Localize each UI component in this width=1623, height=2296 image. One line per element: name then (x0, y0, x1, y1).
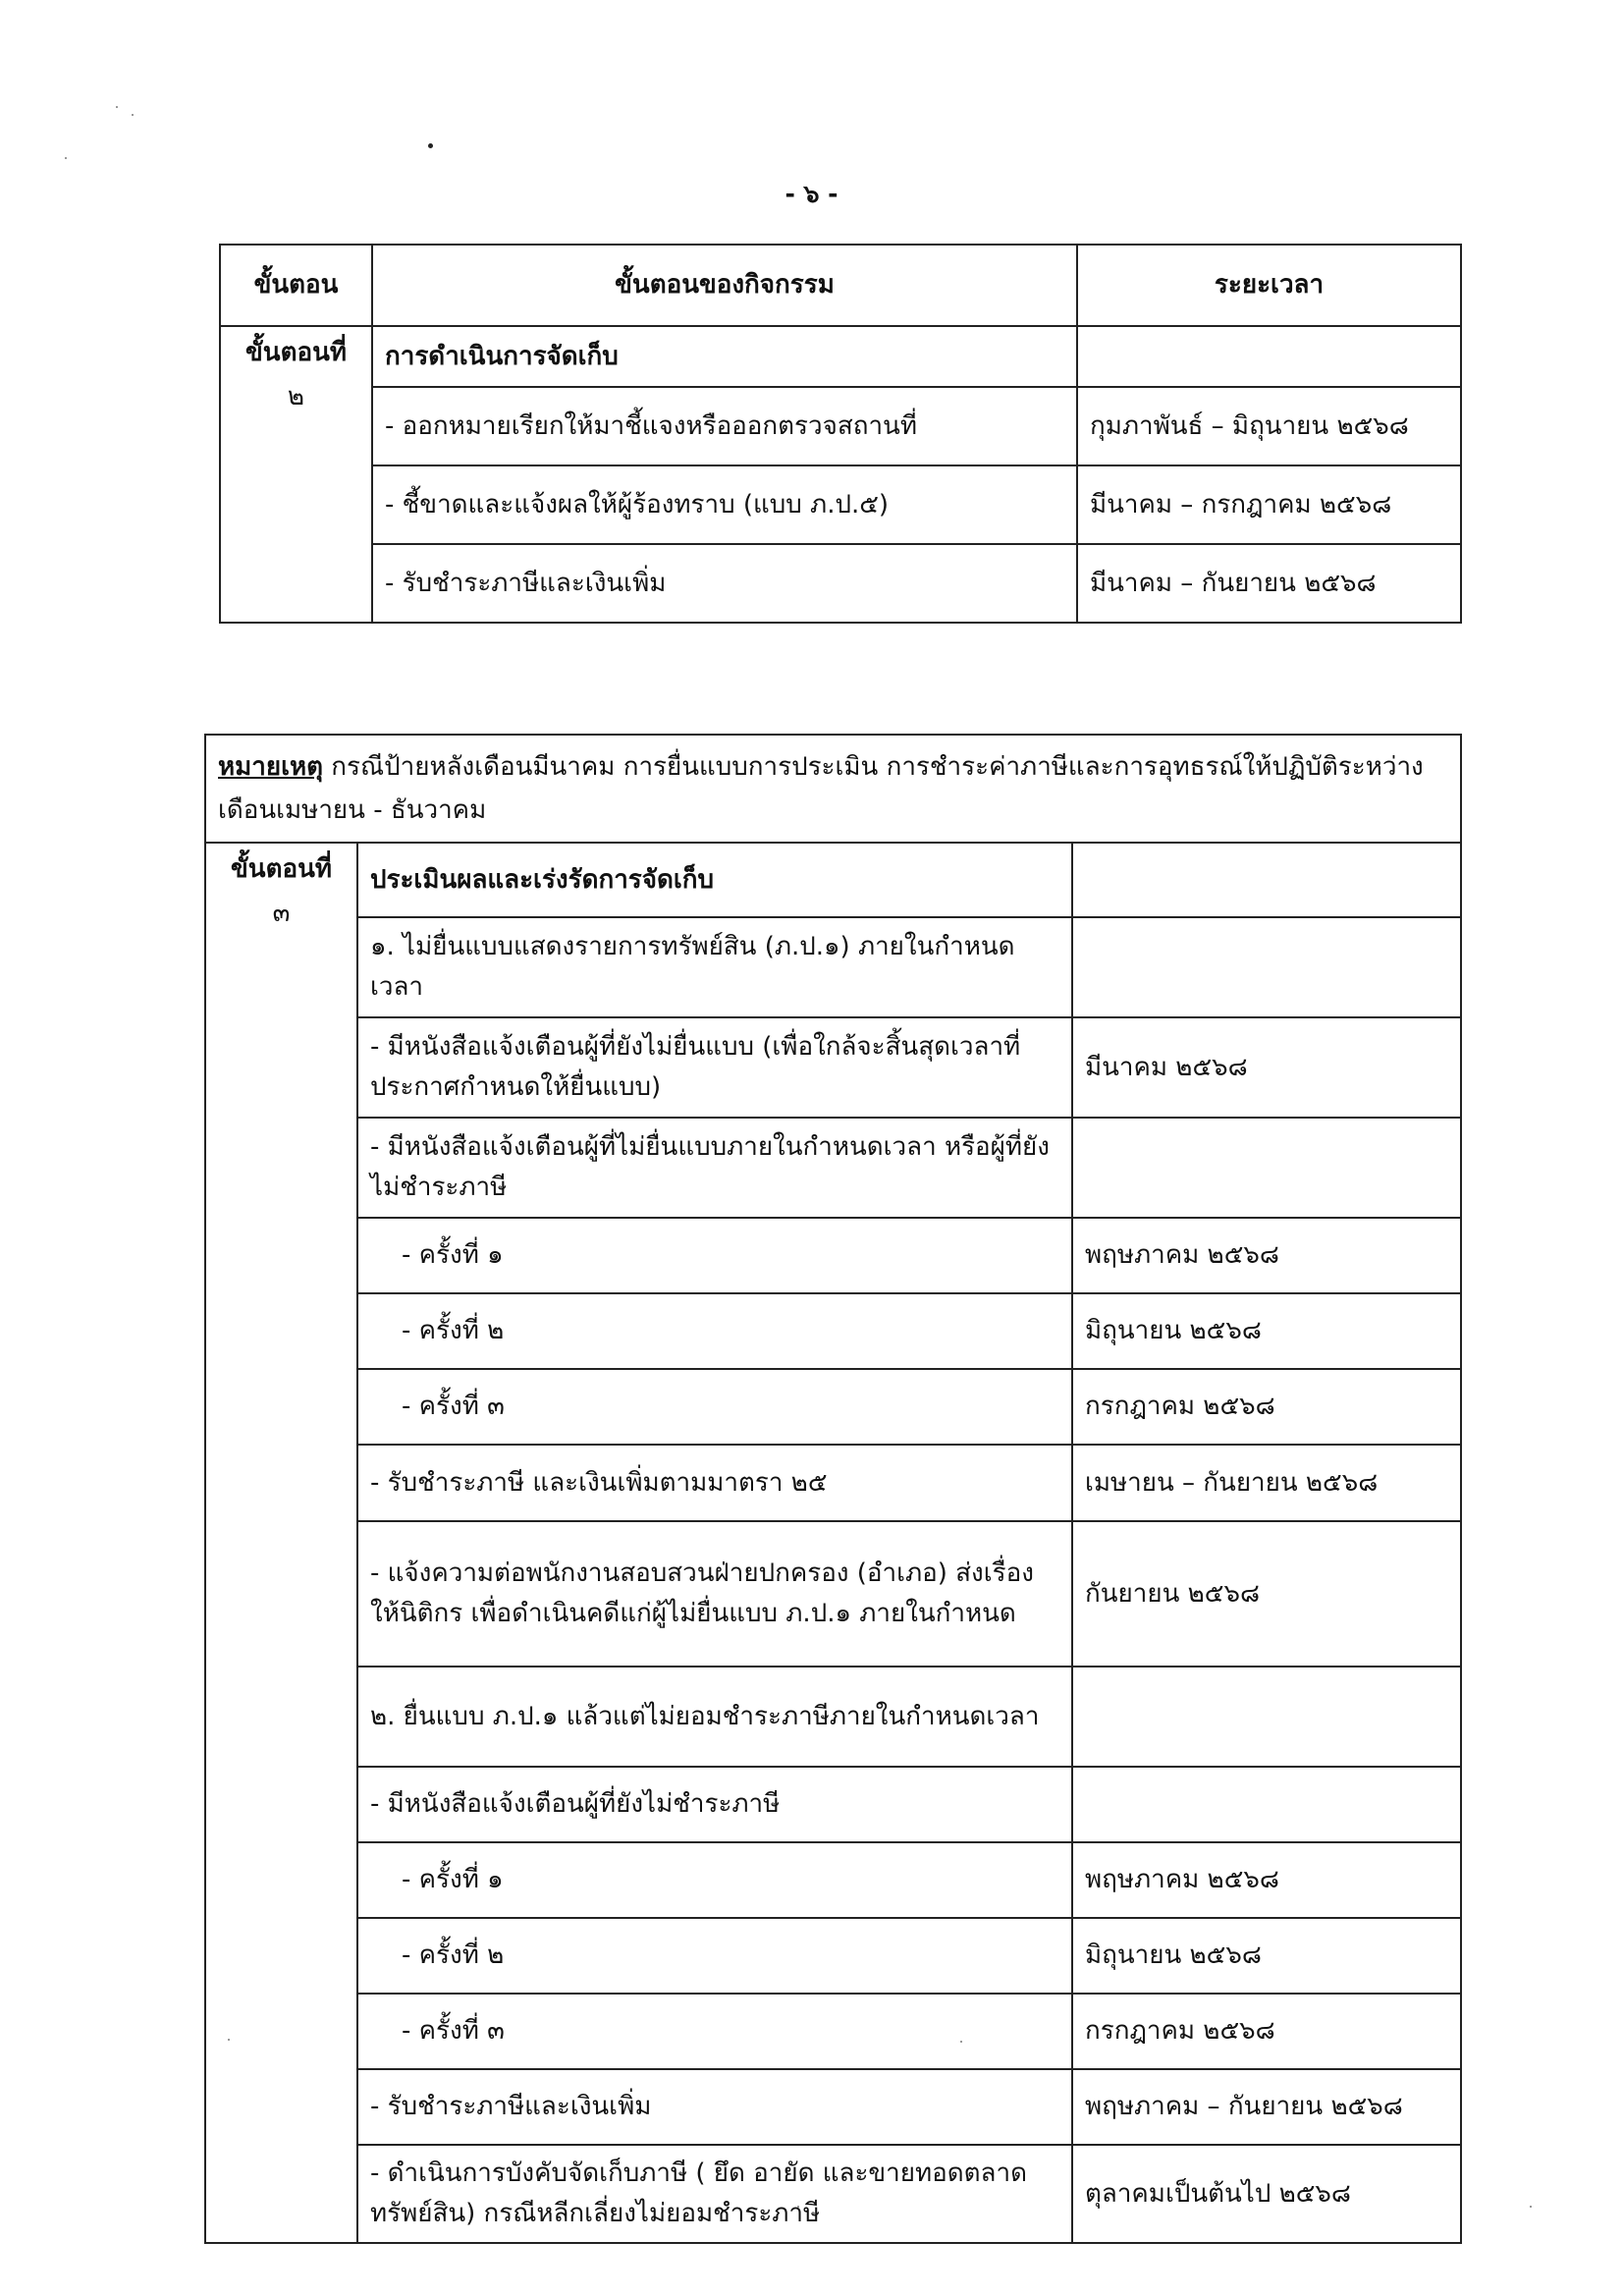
header-period: ระยะเวลา (1077, 245, 1461, 326)
activity-cell: - รับชำระภาษี และเงินเพิ่มตามมาตรา ๒๕ (357, 1445, 1072, 1521)
period-cell: มิถุนายน ๒๕๖๘ (1072, 1918, 1461, 1994)
scan-speck (132, 114, 134, 116)
table-header-row (220, 245, 1461, 326)
activity-cell: - ดำเนินการบังคับจัดเก็บภาษี ( ยึด อายัด และขายทอดตลาดทรัพย์สิน) กรณีหลีกเลี่ยงไม่ยอมชำระภาษี (357, 2145, 1072, 2243)
table-row (205, 843, 1461, 917)
table-row (205, 1994, 1461, 2069)
activity-cell: ๒. ยื่นแบบ ภ.ป.๑ แล้วแต่ไม่ยอมชำระภาษีภายในกำหนดเวลา (357, 1667, 1072, 1767)
period-cell: มีนาคม – กันยายน ๒๕๖๘ (1077, 544, 1461, 623)
table-row (205, 1293, 1461, 1369)
period-cell (1072, 1767, 1461, 1842)
activity-cell: - ครั้งที่ ๒ (357, 1918, 1072, 1994)
step-3-title: ประเมินผลและเร่งรัดการจัดเก็บ (357, 843, 1072, 917)
step-3-number: ๓ (272, 899, 291, 928)
activity-cell: - แจ้งความต่อพนักงานสอบสวนฝ่ายปกครอง (อำเภอ) ส่งเรื่องให้นิติกร เพื่อดำเนินคดีแก่ผู้ไม่ยื่นแบบ ภ.ป.๑ ภายในกำหนด (357, 1521, 1072, 1667)
activity-cell: - รับชำระภาษีและเงินเพิ่ม (357, 2069, 1072, 2145)
activity-cell: - มีหนังสือแจ้งเตือนผู้ที่ไม่ยื่นแบบภายในกำหนดเวลา หรือผู้ที่ยังไม่ชำระภาษี (357, 1118, 1072, 1218)
period-cell (1077, 326, 1461, 387)
period-cell: พฤษภาคม ๒๕๖๘ (1072, 1218, 1461, 1293)
note-label: หมายเหตุ (218, 752, 324, 782)
activity-cell: - รับชำระภาษีและเงินเพิ่ม (372, 544, 1077, 623)
period-cell: กรกฎาคม ๒๕๖๘ (1072, 1369, 1461, 1445)
page-number: - ๖ - (784, 180, 839, 208)
period-cell: มิถุนายน ๒๕๖๘ (1072, 1293, 1461, 1369)
activity-cell: - ครั้งที่ ๓ (357, 1369, 1072, 1445)
table-row (205, 1842, 1461, 1918)
step-3-label: ขั้นตอนที่ (231, 854, 332, 884)
schedule-table-bottom (204, 734, 1462, 2244)
table-row (205, 1369, 1461, 1445)
table-row (220, 326, 1461, 387)
scan-dot (428, 143, 433, 148)
activity-cell: ๑. ไม่ยื่นแบบแสดงรายการทรัพย์สิน (ภ.ป.๑) ภายในกำหนดเวลา (357, 917, 1072, 1017)
step-2-number: ๒ (287, 382, 305, 411)
header-activity: ขั้นตอนของกิจกรรม (372, 245, 1077, 326)
table-row (220, 465, 1461, 544)
activity-cell: - ครั้งที่ ๓ (357, 1994, 1072, 2069)
activity-cell: - ครั้งที่ ๑ (357, 1842, 1072, 1918)
table-row (220, 387, 1461, 465)
period-cell: พฤษภาคม – กันยายน ๒๕๖๘ (1072, 2069, 1461, 2145)
period-cell (1072, 843, 1461, 917)
table-row (205, 2145, 1461, 2243)
period-cell: มีนาคม – กรกฎาคม ๒๕๖๘ (1077, 465, 1461, 544)
header-step: ขั้นตอน (220, 245, 372, 326)
scan-speck (1530, 2206, 1532, 2208)
period-cell: พฤษภาคม ๒๕๖๘ (1072, 1842, 1461, 1918)
step-2-cell (220, 326, 372, 623)
schedule-table-top (219, 244, 1462, 624)
table-row (205, 1667, 1461, 1767)
table-row (205, 1218, 1461, 1293)
step-2-title: การดำเนินการจัดเก็บ (372, 326, 1077, 387)
period-cell: เมษายน – กันยายน ๒๕๖๘ (1072, 1445, 1461, 1521)
table-row (205, 917, 1461, 1017)
period-cell: กรกฎาคม ๒๕๖๘ (1072, 1994, 1461, 2069)
table-row (205, 1521, 1461, 1667)
scan-speck (65, 157, 67, 159)
table-row (205, 1918, 1461, 1994)
note-row (205, 735, 1461, 843)
activity-cell: - ชี้ขาดและแจ้งผลให้ผู้ร้องทราบ (แบบ ภ.ป.๕) (372, 465, 1077, 544)
activity-cell: - ครั้งที่ ๒ (357, 1293, 1072, 1369)
table-row (220, 544, 1461, 623)
table-row (205, 1118, 1461, 1218)
activity-cell: - ครั้งที่ ๑ (357, 1218, 1072, 1293)
period-cell: ตุลาคมเป็นต้นไป ๒๕๖๘ (1072, 2145, 1461, 2243)
table-row (205, 1445, 1461, 1521)
period-cell: มีนาคม ๒๕๖๘ (1072, 1017, 1461, 1118)
activity-cell: - มีหนังสือแจ้งเตือนผู้ที่ยังไม่ยื่นแบบ (เพื่อใกล้จะสิ้นสุดเวลาที่ประกาศกำหนดให้ยื่นแบบ) (357, 1017, 1072, 1118)
step-3-cell (205, 843, 357, 2243)
period-cell: กุมภาพันธ์ – มิถุนายน ๒๕๖๘ (1077, 387, 1461, 465)
period-cell: กันยายน ๒๕๖๘ (1072, 1521, 1461, 1667)
note-cell (205, 735, 1461, 843)
note-text: กรณีป้ายหลังเดือนมีนาคม การยื่นแบบการประเมิน การชำระค่าภาษีและการอุทธรณ์ให้ปฏิบัติระหว่าง เดือนเมษายน - ธันวาคม (218, 752, 1424, 825)
table-row (205, 2069, 1461, 2145)
scan-speck (116, 106, 118, 108)
activity-cell: - ออกหมายเรียกให้มาชี้แจงหรือออกตรวจสถานที่ (372, 387, 1077, 465)
period-cell (1072, 1667, 1461, 1767)
activity-cell: - มีหนังสือแจ้งเตือนผู้ที่ยังไม่ชำระภาษี (357, 1767, 1072, 1842)
table-row (205, 1017, 1461, 1118)
period-cell (1072, 917, 1461, 1017)
step-2-label: ขั้นตอนที่ (245, 338, 347, 367)
table-row (205, 1767, 1461, 1842)
period-cell (1072, 1118, 1461, 1218)
